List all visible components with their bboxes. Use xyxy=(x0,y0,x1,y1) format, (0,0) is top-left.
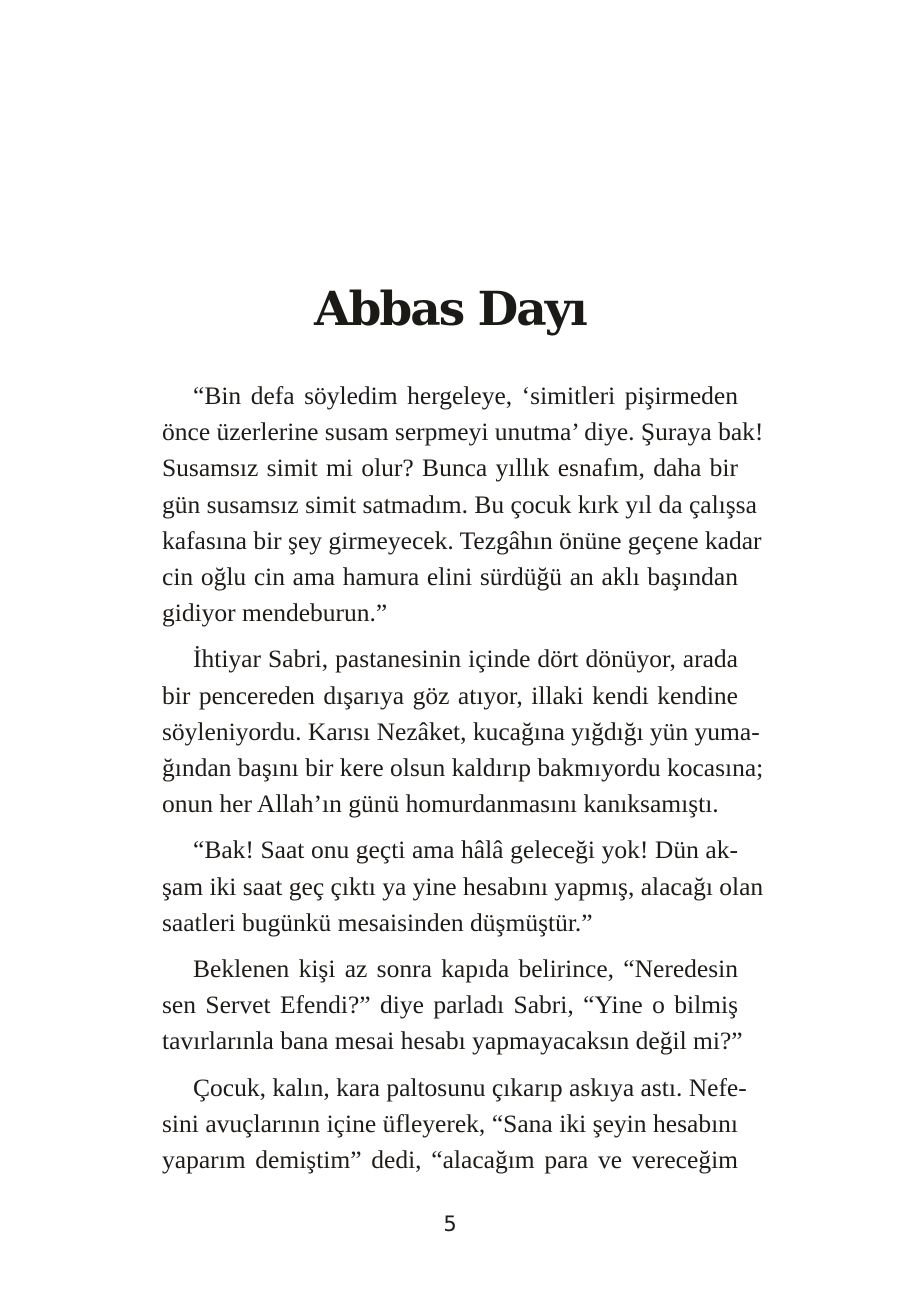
text-line: İhtiyar Sabri, pastanesinin içinde dört dönüyor, arada xyxy=(193,644,738,674)
paragraph-4 xyxy=(162,951,743,1060)
text-line: önce üzerlerine susam serpmeyi unutma’ diye. Şuraya bak! xyxy=(162,417,764,447)
text-line: yaparım demiştim” dedi, “alacağım para ve vereceğim xyxy=(162,1145,738,1175)
text-line: kafasına bir şey girmeyecek. Tezgâhın önüne geçene kadar xyxy=(162,525,762,555)
paragraph-5 xyxy=(162,1070,747,1179)
text-line: gün susamsız simit satmadım. Bu çocuk kırk yıl da çalışsa xyxy=(162,489,757,519)
chapter-body xyxy=(162,378,764,1188)
text-line: sen Servet Efendi?” diye parladı Sabri, “Yine o bilmiş xyxy=(162,990,738,1020)
text-line: Susamsız simit mi olur? Bunca yıllık esnafım, daha bir xyxy=(162,453,738,483)
text-line: bir pencereden dışarıya göz atıyor, illaki kendi kendine xyxy=(162,680,738,710)
page-number: 5 xyxy=(443,1212,457,1236)
text-line: Beklenen kişi az sonra kapıda belirince, “Neredesin xyxy=(193,954,738,984)
text-line: tavırlarınla bana mesai hesabı yapmayacaksın değil mi?” xyxy=(162,1026,743,1056)
text-line: “Bak! Saat onu geçti ama hâlâ geleceği yok! Dün ak- xyxy=(193,835,738,865)
text-line: söyleniyordu. Karısı Nezâket, kucağına yığdığı yün yuma- xyxy=(162,716,760,746)
text-line: ğından başını bir kere olsun kaldırıp bakmıyordu kocasına; xyxy=(162,753,764,783)
text-line: gidiyor mendeburun.” xyxy=(162,598,388,628)
chapter-title: Abbas Dayı xyxy=(314,282,586,337)
text-line: “Bin defa söyledim hergeleye, ‘simitleri pişirmeden xyxy=(193,381,738,410)
text-line: Çocuk, kalın, kara paltosunu çıkarıp askıya astı. Nefe- xyxy=(193,1072,747,1102)
text-line: saatleri bugünkü mesaisinden düşmüştür.” xyxy=(162,907,593,937)
text-line: cin oğlu cin ama hamura elini sürdüğü an aklı başından xyxy=(162,562,738,592)
text-line: şam iki saat geç çıktı ya yine hesabını yapmış, alacağı olan xyxy=(162,871,764,901)
text-line: onun her Allah’ın günü homurdanmasını kanıksamıştı. xyxy=(162,789,719,819)
paragraph-3 xyxy=(162,832,764,941)
text-line: sini avuçlarının içine üfleyerek, “Sana iki şeyin hesabını xyxy=(162,1108,738,1138)
paragraph-1 xyxy=(162,378,764,631)
paragraph-2 xyxy=(162,641,764,822)
